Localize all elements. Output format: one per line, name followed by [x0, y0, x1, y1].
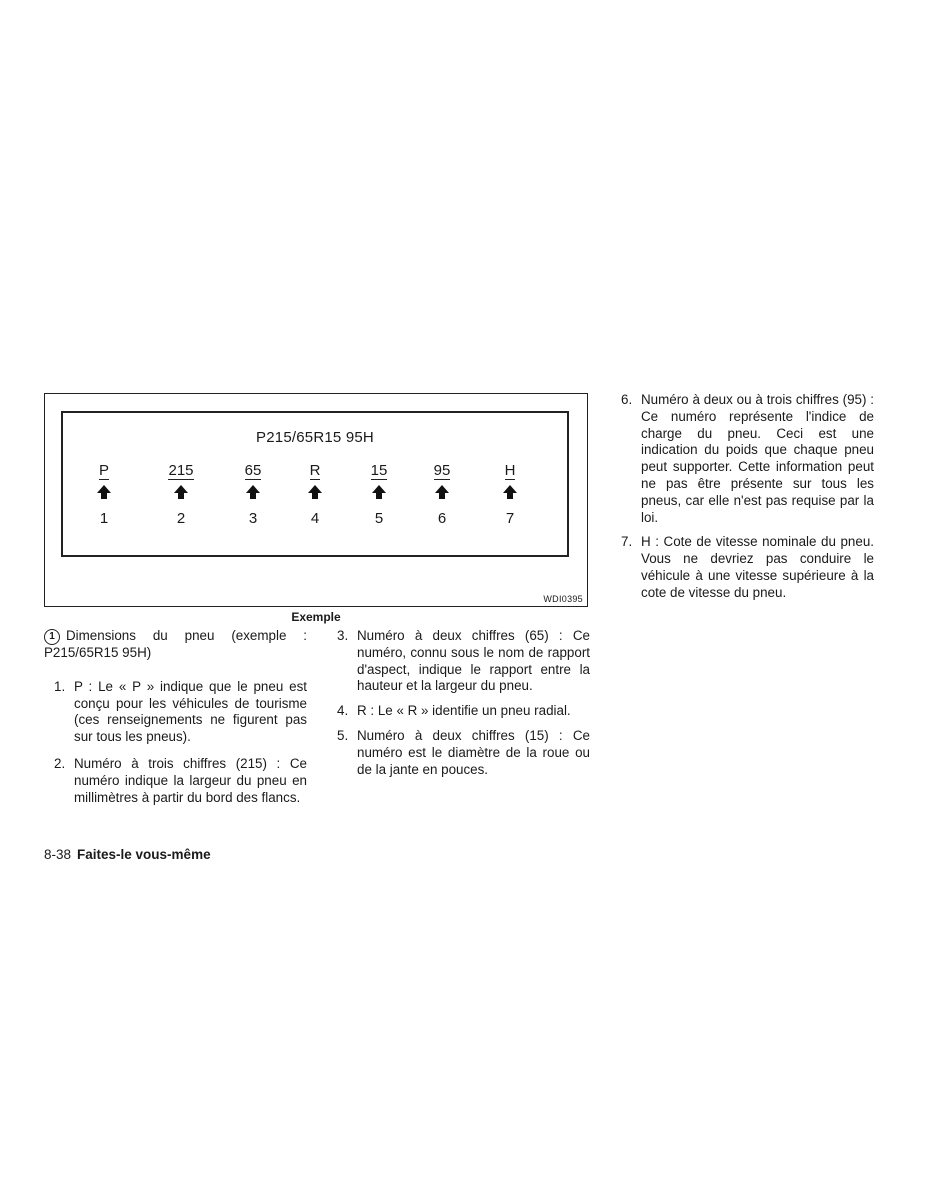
tire-size-figure [44, 393, 588, 607]
intro-text: Dimensions du pneu (exemple : P215/65R15 95H) [44, 628, 307, 660]
item-text: Numéro à deux ou à trois chiffres (95) : Ce numéro représente l'indice de charge du pneu. Ceci est une indication du poids que chaque pneu peut supporter. Cette information peut ne pas être présente sur tous les pneus, car elle n'est pas requise par la loi. [641, 392, 874, 525]
tire-part-5 [349, 461, 409, 529]
list-item [621, 534, 874, 601]
tire-part-1 [74, 461, 134, 529]
figure-code: WDI0395 [543, 594, 583, 604]
item-number: 5. [337, 727, 349, 743]
arrow-up-icon [285, 485, 345, 509]
tire-part-number: 7 [505, 510, 515, 527]
tire-part-number: 3 [248, 510, 258, 527]
tire-part-2 [151, 461, 211, 529]
list-item [337, 628, 590, 695]
tire-part-label: P [98, 462, 109, 479]
list-item [337, 703, 590, 720]
list-item [621, 392, 874, 526]
item-text: R : Le « R » identifie un pneu radial. [357, 703, 571, 719]
tire-part-7 [480, 461, 540, 529]
right-column [621, 392, 874, 602]
tire-part-label: H [504, 462, 516, 479]
middle-column [337, 628, 590, 778]
tire-part-number: 2 [176, 510, 186, 527]
arrow-up-icon [223, 485, 283, 509]
arrow-up-icon [480, 485, 540, 509]
tire-part-number: 6 [437, 510, 447, 527]
tire-code: P215/65R15 95H [256, 429, 374, 446]
list-item [54, 679, 307, 746]
item-text: Numéro à trois chiffres (215) : Ce numéro indique la largeur du pneu en millimètres à partir du bord des flancs. [74, 755, 307, 805]
tire-part-4 [285, 461, 345, 529]
item-text: Numéro à deux chiffres (65) : Ce numéro, connu sous le nom de rapport d'aspect, indique le rapport entre la hauteur et la largeur du pneu. [357, 628, 590, 694]
tire-part-6 [412, 461, 472, 529]
list-item [54, 756, 307, 806]
list-item [337, 728, 590, 778]
intro-paragraph [44, 628, 307, 662]
figure-caption: Exemple [291, 610, 341, 624]
item-number: 4. [337, 703, 349, 719]
page-footer [44, 847, 211, 862]
tire-part-label: R [309, 462, 321, 479]
tire-code-box [61, 411, 569, 557]
tire-part-label: 95 [433, 462, 451, 479]
tire-part-label: 65 [244, 462, 262, 479]
section-title: Faites-le vous-même [77, 847, 211, 862]
item-text: Numéro à deux chiffres (15) : Ce numéro est le diamètre de la roue ou de la jante en pouces. [357, 727, 590, 777]
tire-part-number: 5 [374, 510, 384, 527]
arrow-up-icon [349, 485, 409, 509]
tire-part-3 [223, 461, 283, 529]
tire-part-label: 15 [370, 462, 388, 479]
arrow-up-icon [412, 485, 472, 509]
item-number: 1. [54, 678, 66, 694]
item-text: H : Cote de vitesse nominale du pneu. Vous ne devriez pas conduire le véhicule à une vitesse supérieure à la cote de vitesse du pneu. [641, 534, 874, 600]
page-number: 8-38 [44, 847, 72, 862]
item-number: 3. [337, 628, 349, 643]
left-column [44, 628, 307, 806]
arrow-up-icon [74, 485, 134, 509]
tire-part-label: 215 [168, 462, 194, 479]
item-number: 6. [621, 392, 633, 407]
arrow-up-icon [151, 485, 211, 509]
tire-part-number: 4 [310, 510, 320, 527]
item-number: 7. [621, 534, 633, 550]
item-text: P : Le « P » indique que le pneu est conçu pour les véhicules de tourisme (ces renseignements ne figurent pas sur tous les pneus). [74, 678, 307, 745]
item-number: 2. [54, 755, 66, 771]
circled-number-icon: 1 [44, 629, 60, 645]
tire-part-number: 1 [99, 510, 109, 527]
